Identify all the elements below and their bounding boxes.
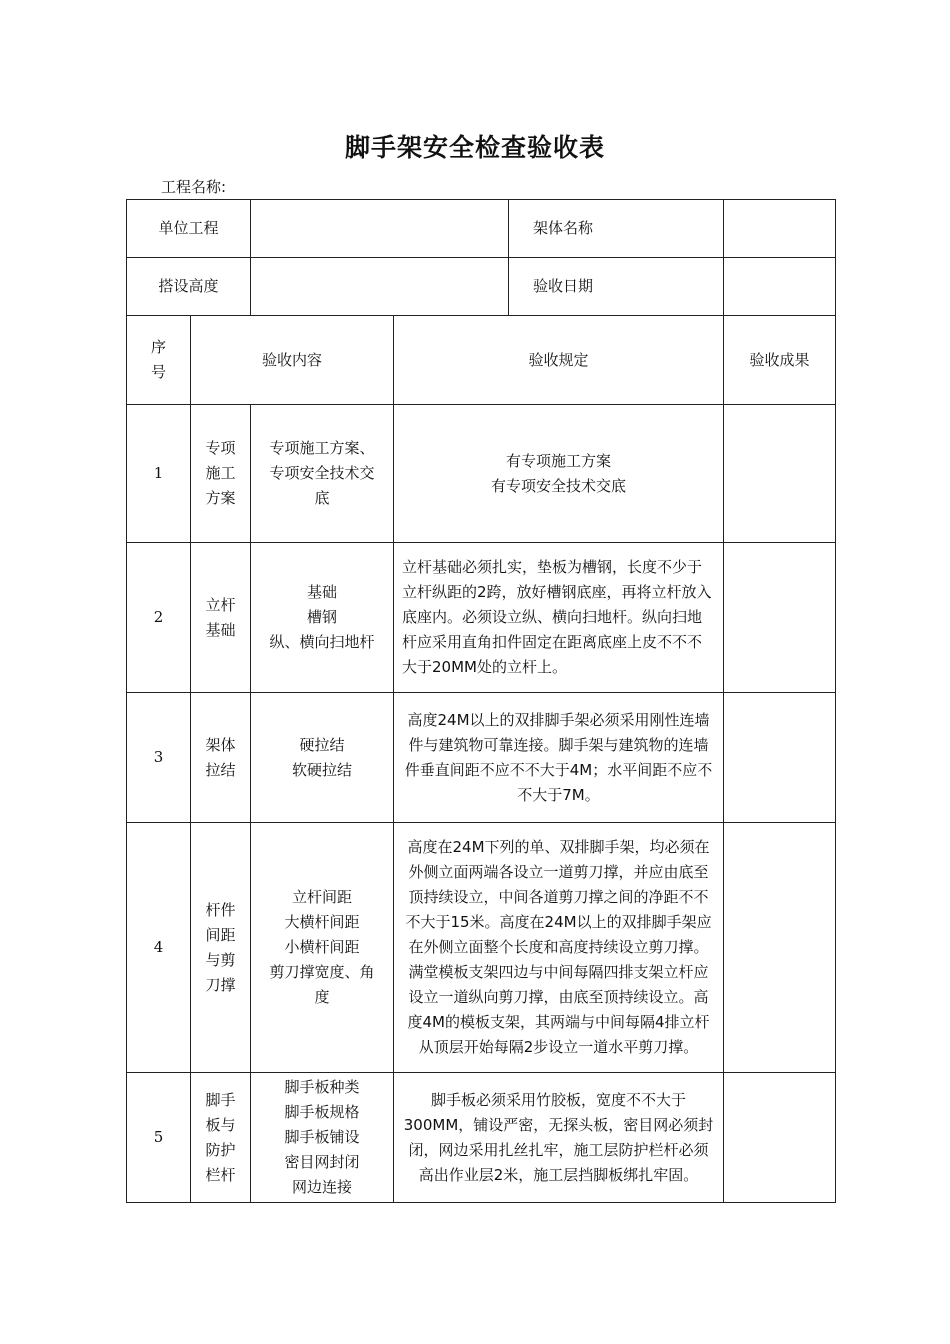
build-height-value[interactable] (251, 258, 509, 316)
table-row (127, 693, 836, 823)
build-height-label: 搭设高度 (127, 258, 251, 316)
row-seq: 2 (127, 543, 191, 693)
row-rule: 高度24M以上的双排脚手架必须采用刚性连墙件与建筑物可靠连接。脚手架与建筑物的连墙件垂直间距不应不不大于4M；水平间距不应不不大于7M。 (394, 693, 724, 823)
page-title: 脚手架安全检查验收表 (344, 133, 605, 162)
row-category: 脚手 板与 防护 栏杆 (191, 1073, 251, 1203)
row-result[interactable] (724, 1073, 836, 1203)
frame-name-value[interactable] (724, 200, 836, 258)
row-result[interactable] (724, 543, 836, 693)
row-seq: 1 (127, 405, 191, 543)
row-seq: 3 (127, 693, 191, 823)
acceptance-date-label: 验收日期 (509, 258, 724, 316)
unit-project-label: 单位工程 (127, 200, 251, 258)
header-rule: 验收规定 (394, 316, 724, 405)
header-result: 验收成果 (724, 316, 836, 405)
inspection-table (126, 199, 836, 316)
acceptance-table (126, 315, 836, 1203)
row-result[interactable] (724, 405, 836, 543)
row-category: 杆件 间距 与剪 刀撑 (191, 823, 251, 1073)
info-row-2 (127, 258, 836, 316)
row-items: 专项施工方案、 专项安全技术交 底 (251, 405, 394, 543)
row-result[interactable] (724, 823, 836, 1073)
row-rule: 立杆基础必须扎实，垫板为槽钢，长度不少于立杆纵距的2跨，放好槽钢底座，再将立杆放入底座内。必须设立纵、横向扫地杆。纵向扫地杆应采用直角扣件固定在距离底座上皮不不不大于20MM处的立杆上。 (394, 543, 724, 693)
row-rule: 脚手板必须采用竹胶板，宽度不不大于300MM，铺设严密，无探头板，密目网必须封闭，网边采用扎丝扎牢，施工层防护栏杆必须高出作业层2米，施工层挡脚板绑扎牢固。 (394, 1073, 724, 1203)
row-items: 硬拉结 软硬拉结 (251, 693, 394, 823)
row-seq: 4 (127, 823, 191, 1073)
row-items: 立杆间距 大横杆间距 小横杆间距 剪刀撑宽度、角 度 (251, 823, 394, 1073)
row-seq: 5 (127, 1073, 191, 1203)
row-category: 专项 施工 方案 (191, 405, 251, 543)
row-rule: 有专项施工方案 有专项安全技术交底 (394, 405, 724, 543)
row-category: 立杆 基础 (191, 543, 251, 693)
acceptance-date-value[interactable] (724, 258, 836, 316)
header-row (127, 316, 836, 405)
table-row (127, 405, 836, 543)
row-items: 基础 槽钢 纵、横向扫地杆 (251, 543, 394, 693)
row-category: 架体 拉结 (191, 693, 251, 823)
unit-project-value[interactable] (251, 200, 509, 258)
table-row (127, 823, 836, 1073)
header-seq: 序 号 (127, 316, 191, 405)
row-result[interactable] (724, 693, 836, 823)
table-row (127, 1073, 836, 1203)
table-row (127, 543, 836, 693)
frame-name-label: 架体名称 (509, 200, 724, 258)
row-rule: 高度在24M下列的单、双排脚手架，均必须在外侧立面两端各设立一道剪刀撑，并应由底至顶持续设立，中间各道剪刀撑之间的净距不不不大于15米。高度在24M以上的双排脚手架应在外侧立面整个长度和高度持续设立剪刀撑。满堂模板支架四边与中间每隔四排支架立杆应设立一道纵向剪刀撑，由底至顶持续设立。高度4M的模板支架，其两端与中间每隔4排立杆从顶层开始每隔2步设立一道水平剪刀撑。 (394, 823, 724, 1073)
header-content: 验收内容 (191, 316, 394, 405)
info-row-1 (127, 200, 836, 258)
project-name-label: 工程名称: (161, 178, 227, 196)
row-items: 脚手板种类 脚手板规格 脚手板铺设 密目网封闭 网边连接 (251, 1073, 394, 1203)
